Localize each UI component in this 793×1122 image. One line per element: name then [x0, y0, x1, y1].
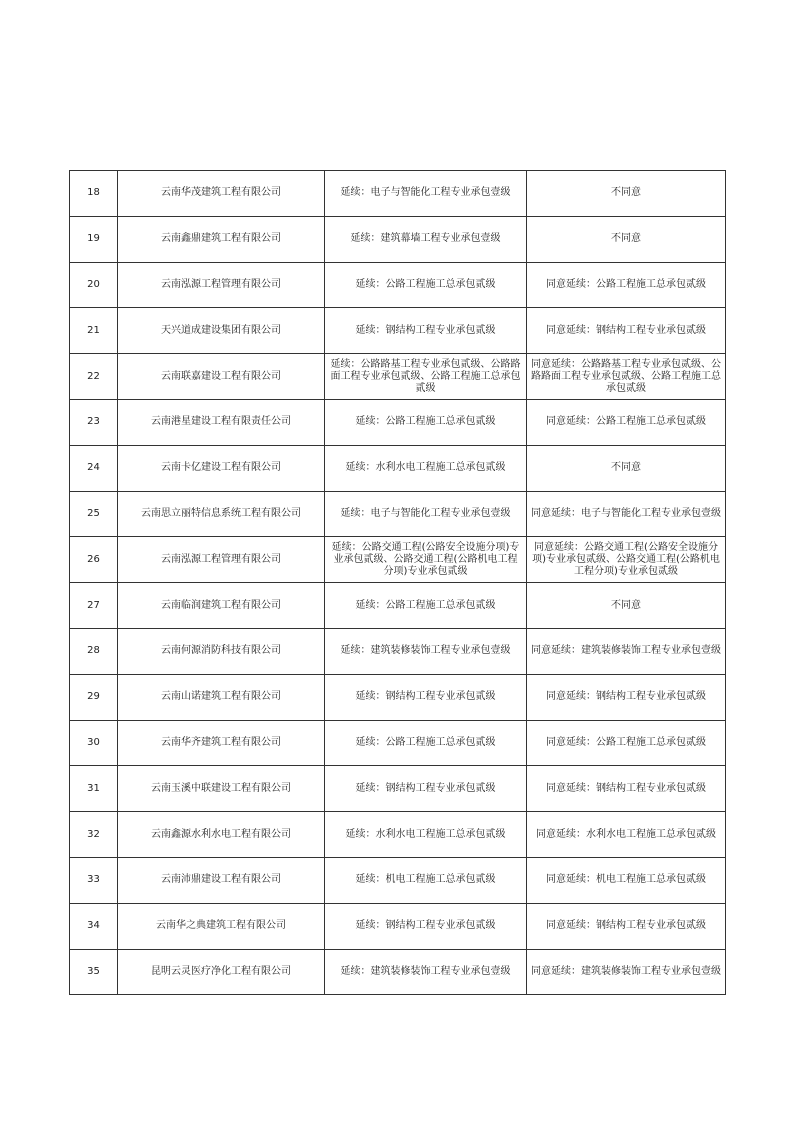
request-item: 延续：建筑装修装饰工程专业承包壹级: [325, 949, 527, 995]
row-number: 20: [70, 262, 118, 308]
company-name: 云南华齐建筑工程有限公司: [118, 720, 325, 766]
row-number: 24: [70, 445, 118, 491]
table-row: [70, 308, 726, 354]
approval-result: 同意延续：公路路基工程专业承包贰级、公路路面工程专业承包贰级、公路工程施工总承包贰级: [527, 354, 726, 400]
request-item: 延续：水利水电工程施工总承包贰级: [325, 812, 527, 858]
company-name: 昆明云灵医疗净化工程有限公司: [118, 949, 325, 995]
row-number: 28: [70, 628, 118, 674]
approval-table: [69, 170, 726, 995]
request-item: 延续：钢结构工程专业承包贰级: [325, 766, 527, 812]
company-name: 云南华茂建筑工程有限公司: [118, 171, 325, 217]
table-row: [70, 674, 726, 720]
request-item: 延续：公路工程施工总承包贰级: [325, 399, 527, 445]
approval-result: 同意延续：钢结构工程专业承包贰级: [527, 766, 726, 812]
table-row: [70, 903, 726, 949]
approval-result: 不同意: [527, 171, 726, 217]
request-item: 延续：公路工程施工总承包贰级: [325, 262, 527, 308]
approval-result: 同意延续：钢结构工程专业承包贰级: [527, 674, 726, 720]
request-item: 延续：钢结构工程专业承包贰级: [325, 308, 527, 354]
request-item: 延续：建筑幕墙工程专业承包壹级: [325, 216, 527, 262]
row-number: 25: [70, 491, 118, 537]
approval-result: 同意延续：公路工程施工总承包贰级: [527, 262, 726, 308]
approval-result: 同意延续：电子与智能化工程专业承包壹级: [527, 491, 726, 537]
table-row: [70, 949, 726, 995]
table-row: [70, 628, 726, 674]
table-row: [70, 262, 726, 308]
table-row: [70, 171, 726, 217]
row-number: 33: [70, 857, 118, 903]
request-item: 延续：公路交通工程(公路安全设施分项)专业承包贰级、公路交通工程(公路机电工程分项)专业承包贰级: [325, 537, 527, 583]
company-name: 云南鑫源水利水电工程有限公司: [118, 812, 325, 858]
row-number: 27: [70, 583, 118, 629]
company-name: 天兴道成建设集团有限公司: [118, 308, 325, 354]
request-item: 延续：电子与智能化工程专业承包壹级: [325, 171, 527, 217]
row-number: 34: [70, 903, 118, 949]
company-name: 云南卡亿建设工程有限公司: [118, 445, 325, 491]
table-row: [70, 354, 726, 400]
request-item: 延续：公路路基工程专业承包贰级、公路路面工程专业承包贰级、公路工程施工总承包贰级: [325, 354, 527, 400]
company-name: 云南思立丽特信息系统工程有限公司: [118, 491, 325, 537]
company-name: 云南玉溪中联建设工程有限公司: [118, 766, 325, 812]
company-name: 云南港星建设工程有限责任公司: [118, 399, 325, 445]
approval-result: 同意延续：机电工程施工总承包贰级: [527, 857, 726, 903]
approval-result: 不同意: [527, 583, 726, 629]
request-item: 延续：公路工程施工总承包贰级: [325, 720, 527, 766]
table-row: [70, 583, 726, 629]
company-name: 云南临润建筑工程有限公司: [118, 583, 325, 629]
row-number: 19: [70, 216, 118, 262]
table-row: [70, 491, 726, 537]
row-number: 18: [70, 171, 118, 217]
company-name: 云南华之典建筑工程有限公司: [118, 903, 325, 949]
company-name: 云南泓源工程管理有限公司: [118, 262, 325, 308]
table-row: [70, 445, 726, 491]
row-number: 30: [70, 720, 118, 766]
request-item: 延续：水利水电工程施工总承包贰级: [325, 445, 527, 491]
approval-result: 同意延续：钢结构工程专业承包贰级: [527, 903, 726, 949]
row-number: 35: [70, 949, 118, 995]
table-row: [70, 216, 726, 262]
request-item: 延续：电子与智能化工程专业承包壹级: [325, 491, 527, 537]
approval-result: 同意延续：公路工程施工总承包贰级: [527, 720, 726, 766]
request-item: 延续：建筑装修装饰工程专业承包壹级: [325, 628, 527, 674]
approval-result: 不同意: [527, 216, 726, 262]
table-row: [70, 766, 726, 812]
approval-result: 同意延续：水利水电工程施工总承包贰级: [527, 812, 726, 858]
approval-result: 同意延续：公路工程施工总承包贰级: [527, 399, 726, 445]
approval-result: 不同意: [527, 445, 726, 491]
approval-result: 同意延续：建筑装修装饰工程专业承包壹级: [527, 628, 726, 674]
company-name: 云南山诺建筑工程有限公司: [118, 674, 325, 720]
company-name: 云南泓源工程管理有限公司: [118, 537, 325, 583]
approval-table-body: [70, 171, 726, 995]
row-number: 21: [70, 308, 118, 354]
row-number: 26: [70, 537, 118, 583]
row-number: 22: [70, 354, 118, 400]
table-row: [70, 812, 726, 858]
approval-result: 同意延续：钢结构工程专业承包贰级: [527, 308, 726, 354]
row-number: 31: [70, 766, 118, 812]
request-item: 延续：钢结构工程专业承包贰级: [325, 674, 527, 720]
approval-result: 同意延续：建筑装修装饰工程专业承包壹级: [527, 949, 726, 995]
table-row: [70, 399, 726, 445]
request-item: 延续：钢结构工程专业承包贰级: [325, 903, 527, 949]
company-name: 云南何源消防科技有限公司: [118, 628, 325, 674]
company-name: 云南鑫鼎建筑工程有限公司: [118, 216, 325, 262]
table-row: [70, 537, 726, 583]
table-row: [70, 720, 726, 766]
approval-result: 同意延续：公路交通工程(公路安全设施分项)专业承包贰级、公路交通工程(公路机电工程分项)专业承包贰级: [527, 537, 726, 583]
company-name: 云南沛鼎建设工程有限公司: [118, 857, 325, 903]
row-number: 23: [70, 399, 118, 445]
request-item: 延续：公路工程施工总承包贰级: [325, 583, 527, 629]
company-name: 云南联嘉建设工程有限公司: [118, 354, 325, 400]
row-number: 32: [70, 812, 118, 858]
row-number: 29: [70, 674, 118, 720]
request-item: 延续：机电工程施工总承包贰级: [325, 857, 527, 903]
table-row: [70, 857, 726, 903]
